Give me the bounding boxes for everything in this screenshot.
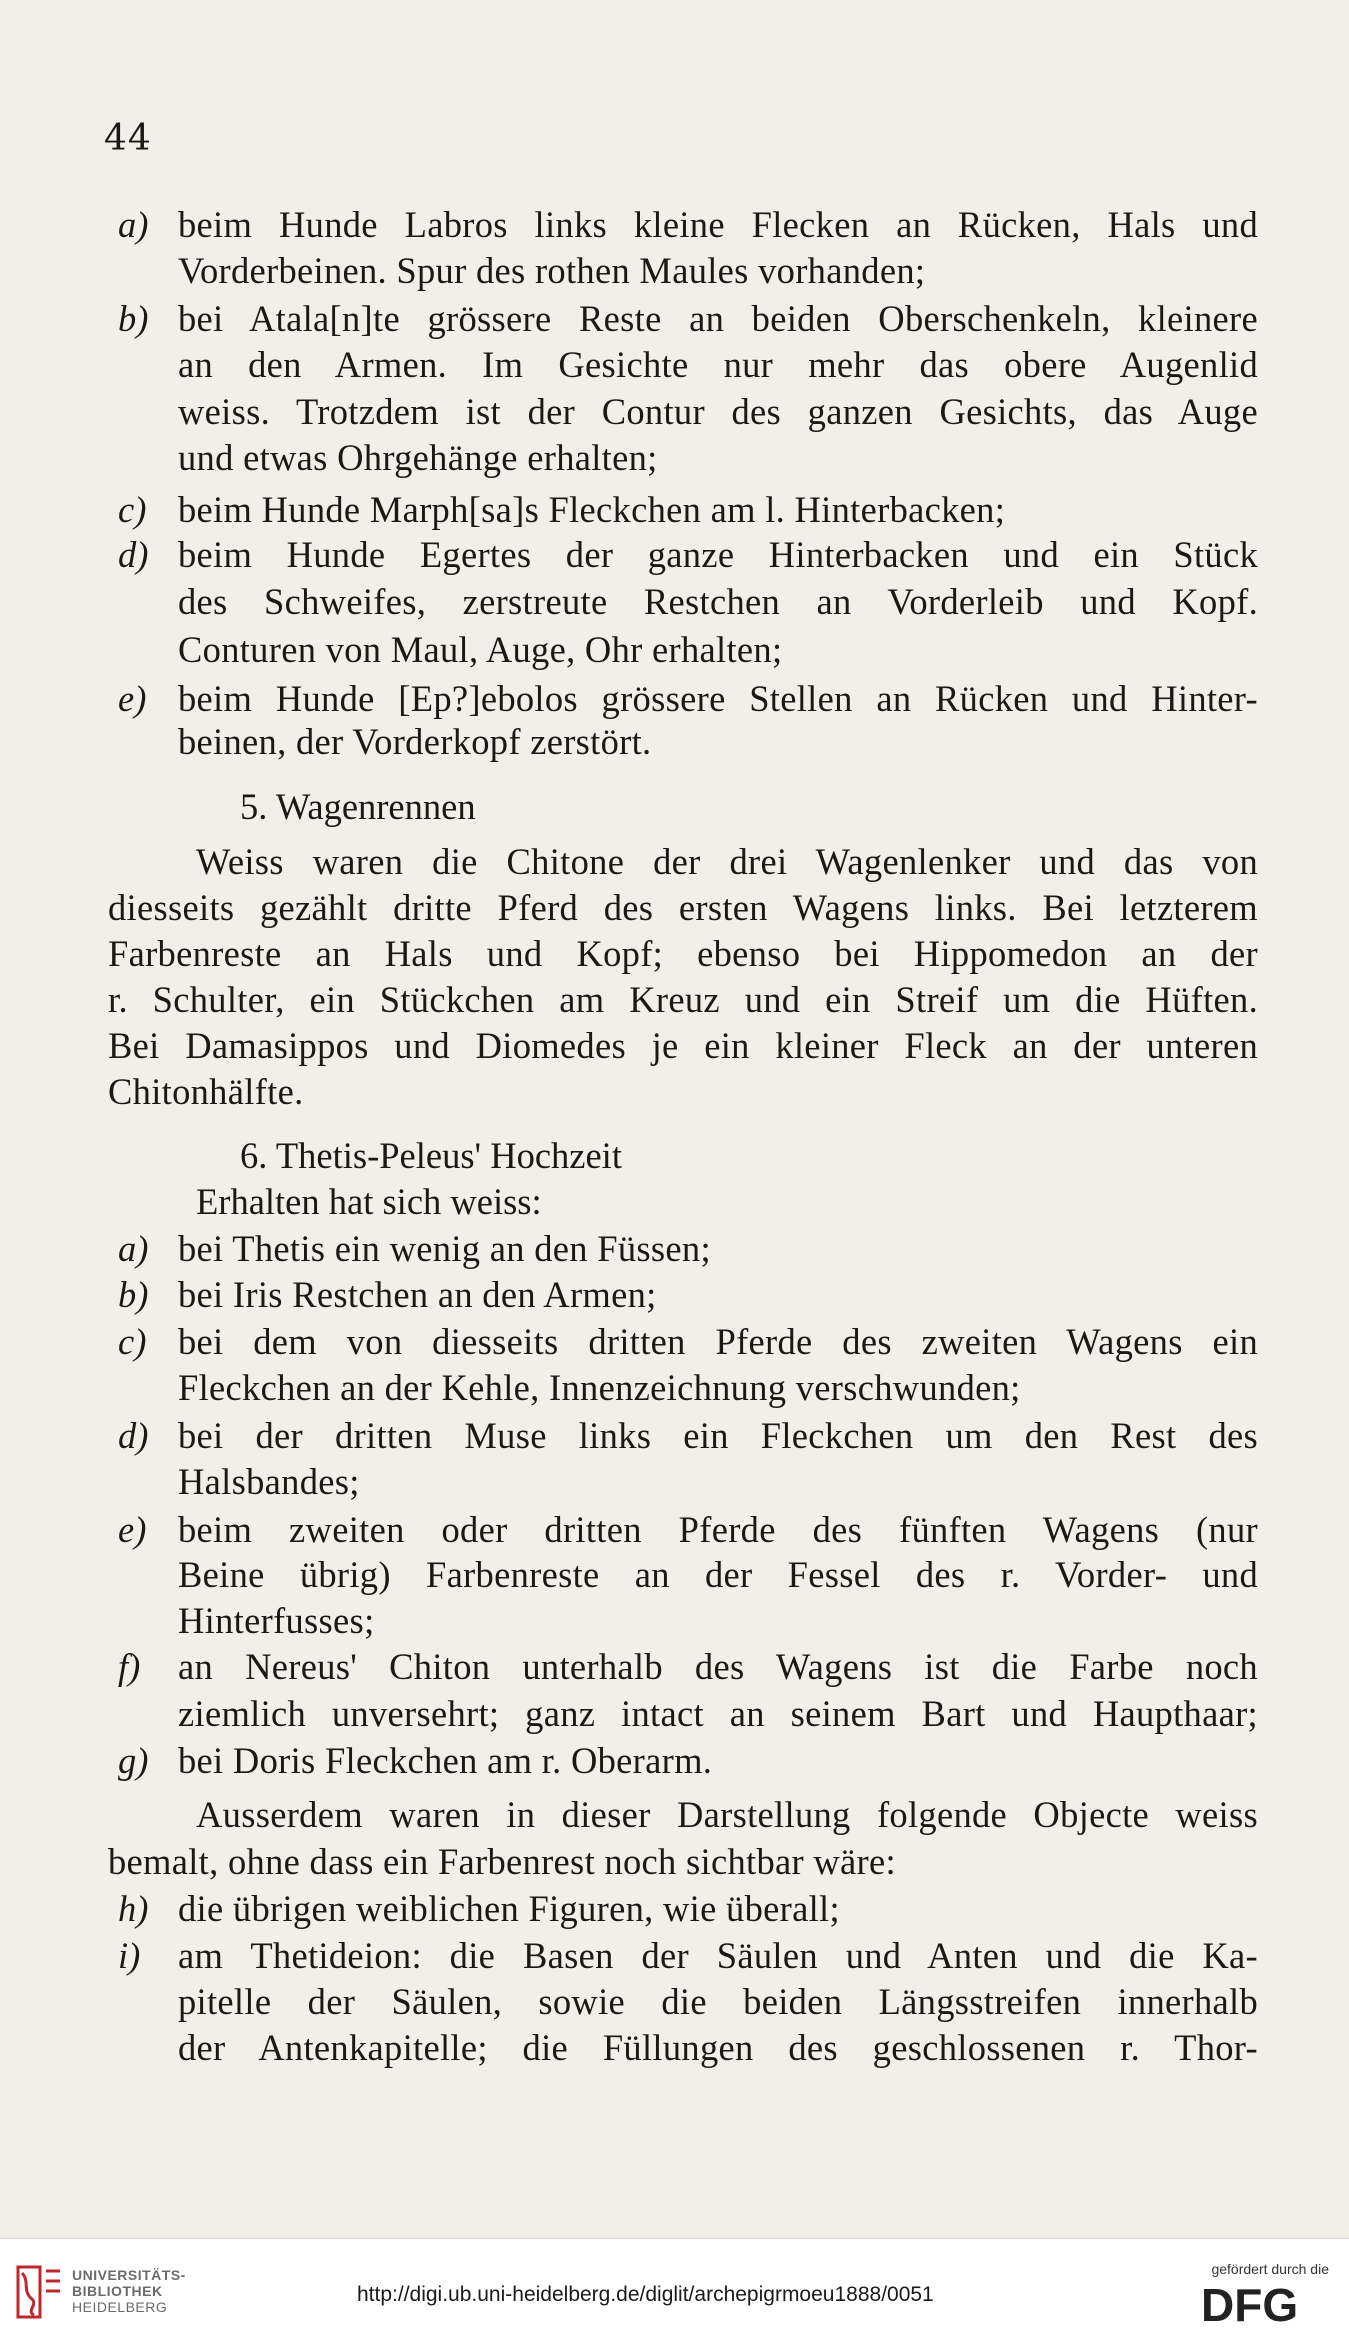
text-line: Conturen von Maul, Auge, Ohr erhalten;: [178, 629, 783, 670]
list-label: e): [118, 1509, 147, 1550]
text-line: weiss. Trotzdem ist der Contur des ganzen Gesichts, das Auge: [178, 391, 1258, 432]
dfg-logo-text: DFG: [1201, 2281, 1299, 2327]
text-line: an den Armen. Im Gesichte nur mehr das obere Augenlid: [178, 344, 1258, 385]
section-heading: 6. Thetis-Peleus' Hochzeit: [240, 1135, 622, 1176]
text-line: bei Thetis ein wenig an den Füssen;: [178, 1228, 711, 1269]
text-line: bei Iris Restchen an den Armen;: [178, 1274, 657, 1315]
university-line: BIBLIOTHEK: [72, 2283, 163, 2299]
university-seal-icon: [12, 2261, 66, 2323]
text-line: Ausserdem waren in dieser Darstellung folgende Objecte weiss: [196, 1794, 1258, 1835]
list-label: b): [118, 1274, 149, 1315]
text-line: bei der dritten Muse links ein Fleckchen um den Rest des: [178, 1415, 1258, 1456]
university-line: UNIVERSITÄTS-: [72, 2267, 186, 2283]
text-line: bei Atala[n]te grössere Reste an beiden Oberschenkeln, kleinere: [178, 298, 1258, 339]
text-line: Hinterfusses;: [178, 1600, 375, 1641]
text-line: Halsbandes;: [178, 1461, 360, 1502]
university-line: HEIDELBERG: [72, 2299, 168, 2315]
text-line: und etwas Ohrgehänge erhalten;: [178, 437, 658, 478]
footer-bar: [0, 2238, 1349, 2339]
text-line: des Schweifes, zerstreute Restchen an Vorderleib und Kopf.: [178, 581, 1258, 622]
list-label: f): [118, 1646, 141, 1687]
list-label: d): [118, 1415, 149, 1456]
text-line: beim Hunde [Ep?]ebolos grössere Stellen an Rücken und Hinter-: [178, 678, 1258, 719]
list-label: c): [118, 1321, 147, 1362]
text-line: beim Hunde Egertes der ganze Hinterbacken und ein Stück: [178, 534, 1258, 575]
funding-note: gefördert durch die: [1211, 2261, 1329, 2277]
text-line: Fleckchen an der Kehle, Innenzeichnung verschwunden;: [178, 1367, 1021, 1408]
text-line: pitelle der Säulen, sowie die beiden Längsstreifen innerhalb: [178, 1981, 1258, 2022]
text-line: an Nereus' Chiton unterhalb des Wagens ist die Farbe noch: [178, 1646, 1258, 1687]
text-line: bei Doris Fleckchen am r. Oberarm.: [178, 1740, 713, 1781]
list-label: h): [118, 1888, 149, 1929]
section-heading: 5. Wagenrennen: [240, 786, 476, 827]
list-label: g): [118, 1740, 149, 1781]
intro-line: Erhalten hat sich weiss:: [196, 1181, 542, 1222]
list-label: b): [118, 298, 149, 339]
permalink-url[interactable]: http://digi.ub.uni-heidelberg.de/diglit/archepigrmoeu1888/0051: [357, 2283, 934, 2306]
list-label: d): [118, 534, 149, 575]
text-line: beinen, der Vorderkopf zerstört.: [178, 721, 652, 762]
list-label: e): [118, 678, 147, 719]
text-line: beim Hunde Marph[sa]s Fleckchen am l. Hinterbacken;: [178, 489, 1006, 530]
text-line: am Thetideion: die Basen der Säulen und Anten und die Ka-: [178, 1935, 1258, 1976]
text-line: bemalt, ohne dass ein Farbenrest noch sichtbar wäre:: [108, 1841, 896, 1882]
text-line: Vorderbeinen. Spur des rothen Maules vorhanden;: [178, 250, 926, 291]
text-line: der Antenkapitelle; die Füllungen des geschlossenen r. Thor-: [178, 2027, 1258, 2068]
text-line: Weiss waren die Chitone der drei Wagenlenker und das von: [196, 841, 1258, 882]
dfg-logo: [1199, 2281, 1327, 2327]
text-line: beim zweiten oder dritten Pferde des fünften Wagens (nur: [178, 1509, 1258, 1550]
text-line: diesseits gezählt dritte Pferd des ersten Wagens links. Bei letzterem: [108, 887, 1258, 928]
text-line: beim Hunde Labros links kleine Flecken an Rücken, Hals und: [178, 204, 1258, 245]
text-line: die übrigen weiblichen Figuren, wie überall;: [178, 1888, 840, 1929]
list-label: i): [118, 1935, 141, 1976]
text-line: r. Schulter, ein Stückchen am Kreuz und ein Streif um die Hüften.: [108, 979, 1258, 1020]
text-line: Beine übrig) Farbenreste an der Fessel des r. Vorder- und: [178, 1554, 1258, 1595]
text-line: Farbenreste an Hals und Kopf; ebenso bei Hippomedon an der: [108, 933, 1258, 974]
list-label: a): [118, 204, 149, 245]
list-label: a): [118, 1228, 149, 1269]
page-number: 44: [104, 118, 152, 159]
list-label: c): [118, 489, 147, 530]
text-line: bei dem von diesseits dritten Pferde des zweiten Wagens ein: [178, 1321, 1258, 1362]
text-line: Chitonhälfte.: [108, 1071, 304, 1112]
text-line: ziemlich unversehrt; ganz intact an seinem Bart und Haupthaar;: [178, 1693, 1258, 1734]
university-name: [72, 2267, 186, 2315]
text-line: Bei Damasippos und Diomedes je ein kleiner Fleck an der unteren: [108, 1025, 1258, 1066]
